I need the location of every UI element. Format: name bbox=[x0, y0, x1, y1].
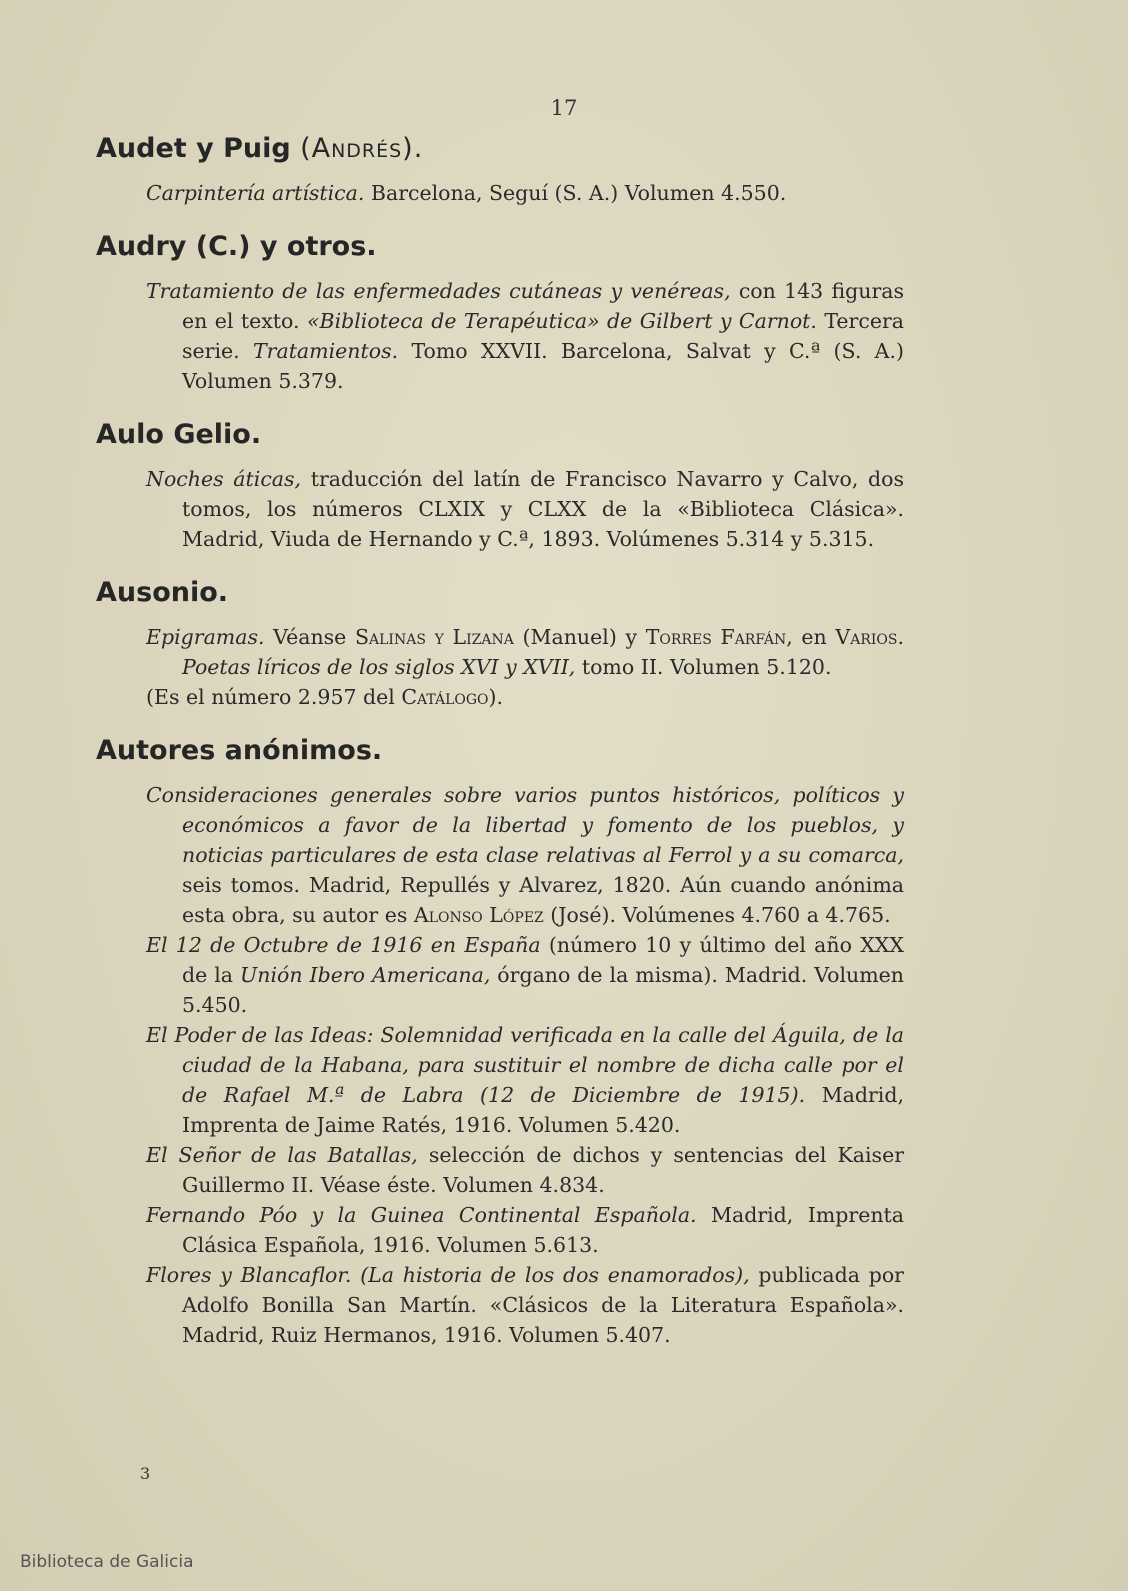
work-title: El 12 de Octubre de 1916 en España bbox=[146, 933, 541, 957]
entry-details: Barcelona, Seguí (S. A.) Volumen 4.550. bbox=[364, 181, 787, 205]
catalog-content bbox=[96, 132, 904, 1350]
entry-details: Tercera serie. bbox=[182, 309, 904, 363]
work-title: El Poder de las Ideas: Solemnidad verificada en la calle del Águila, de la ciudad de la Habana, para sustituir el nombre de dicha calle por el de Rafael M.ª de Labra (12 de Diciembre de 1915). bbox=[146, 1023, 904, 1107]
entry-details: órgano de la misma). Madrid. Volumen 5.450. bbox=[182, 963, 904, 1017]
entry-details: Madrid, Imprenta de Jaime Ratés, 1916. Volumen 5.420. bbox=[182, 1083, 904, 1137]
entry-details: seis tomos. Madrid, Repullés y Alvarez, 1820. Aún cuando anónima esta obra, su autor es bbox=[182, 873, 904, 927]
cross-reference: Torres Farfán bbox=[645, 625, 787, 649]
author-name: Aulo Gelio. bbox=[96, 419, 262, 450]
entry-details: (José). Volúmenes 4.760 a 4.765. bbox=[543, 903, 891, 927]
entry-details: (número 10 y último del año XXX de la bbox=[182, 933, 904, 987]
author-heading bbox=[96, 230, 904, 264]
cross-reference: Alonso López bbox=[413, 903, 544, 927]
catalog-entry bbox=[96, 622, 904, 682]
catalog-entry bbox=[96, 464, 904, 554]
entry-details: con 143 figuras en el texto. bbox=[182, 279, 904, 333]
signature-mark: 3 bbox=[140, 1464, 151, 1483]
entry-details: selección de dichos y sentencias del Kaiser Guillermo II. Véase éste. Volumen 4.834. bbox=[182, 1143, 904, 1197]
entry-details: Madrid, Imprenta Clásica Española, 1916. Volumen 5.613. bbox=[182, 1203, 904, 1257]
note-text: ). bbox=[488, 685, 504, 709]
page-number: 17 bbox=[550, 96, 578, 120]
work-title: Tratamiento de las enfermedades cutáneas y venéreas, bbox=[146, 279, 731, 303]
series-title: «Biblioteca de Terapéutica» de Gilbert y Carnot. bbox=[306, 309, 817, 333]
author-heading bbox=[96, 418, 904, 452]
entry-details: tomo II. Volumen 5.120. bbox=[575, 655, 832, 679]
entry-details: (Manuel) y bbox=[513, 625, 646, 649]
sub-title: Tratamientos. bbox=[253, 339, 399, 363]
catalog-entry bbox=[96, 1020, 904, 1140]
author-heading bbox=[96, 576, 904, 610]
work-title: Poetas líricos de los siglos XVI y XVII, bbox=[182, 655, 576, 679]
catalog-entry bbox=[96, 930, 904, 1020]
entry-details: Tomo XXVII. Barcelona, Salvat y C.ª (S. A.) Volumen 5.379. bbox=[182, 339, 904, 393]
catalog-entry bbox=[96, 1140, 904, 1200]
work-title: El Señor de las Batallas, bbox=[146, 1143, 418, 1167]
work-title: Epigramas. bbox=[146, 625, 265, 649]
entry-details: . bbox=[897, 625, 904, 649]
work-subtitle: (La historia de los dos enamorados), bbox=[360, 1263, 750, 1287]
catalog-note bbox=[96, 682, 904, 712]
entry-details: traducción del latín de Francisco Navarro y Calvo, dos tomos, los números CLXIX y CLXX de la «Biblioteca Clásica». Madrid, Viuda de Hernando y C.ª, 1893. Volúmenes 5.314 y 5.315. bbox=[182, 467, 905, 551]
work-title: Fernando Póo y la Guinea Continental Española. bbox=[146, 1203, 697, 1227]
catalog-entry bbox=[96, 1260, 904, 1350]
author-name: Ausonio. bbox=[96, 577, 229, 608]
entry-details: publicada por Adolfo Bonilla San Martín. «Clásicos de la Literatura Española». Madrid, Ruiz Hermanos, 1916. Volumen 5.407. bbox=[182, 1263, 904, 1347]
work-title: Carpintería artística. bbox=[146, 181, 365, 205]
work-title: Flores y Blancaflor. bbox=[146, 1263, 352, 1287]
author-heading bbox=[96, 132, 904, 166]
cross-reference: Salinas y Lizana bbox=[354, 625, 514, 649]
author-qualifier: (Andrés). bbox=[300, 133, 424, 164]
cross-reference: Varios bbox=[835, 625, 898, 649]
author-name: Audet y Puig bbox=[96, 133, 291, 164]
author-name: Autores anónimos. bbox=[96, 735, 383, 766]
catalog-entry bbox=[96, 276, 904, 396]
author-name: Audry (C.) y otros. bbox=[96, 231, 377, 262]
entry-details: , en bbox=[786, 625, 836, 649]
catalog-entry bbox=[96, 178, 904, 208]
catalog-entry bbox=[96, 1200, 904, 1260]
work-title: Consideraciones generales sobre varios puntos históricos, políticos y económicos a favor de la libertad y fomento de los pueblos, y noticias particulares de esta clase relativas al Ferrol y a su comarca, bbox=[146, 783, 904, 867]
note-text: (Es el número 2.957 del bbox=[146, 685, 402, 709]
library-watermark: Biblioteca de Galicia bbox=[20, 1552, 194, 1572]
cross-reference: Catálogo bbox=[401, 685, 489, 709]
author-heading bbox=[96, 734, 904, 768]
entry-details: Véanse bbox=[264, 625, 355, 649]
work-title: Noches áticas, bbox=[146, 467, 302, 491]
work-title: Unión Ibero Americana, bbox=[239, 963, 491, 987]
catalog-entry bbox=[96, 780, 904, 930]
